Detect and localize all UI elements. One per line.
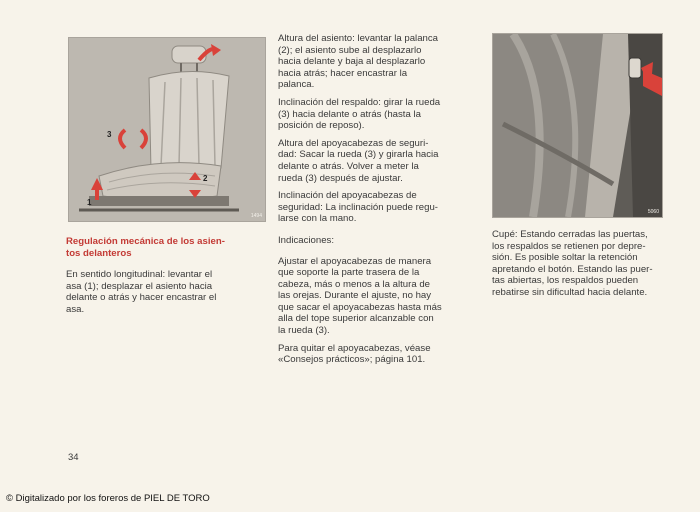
figure-number: 1494 <box>250 213 262 219</box>
backrest-inclination-paragraph: Inclinación del respaldo: girar la rueda (3) hacia delante o atrás (hasta la posición de reposo). <box>278 96 441 132</box>
figure-number: 5060 <box>647 209 659 215</box>
seat-height-paragraph: Altura del asiento: levantar la palanca (2); el asiento sube al desplazarlo hacia delante y baja al desplazarlo hacia atrás; hacer encastrar la palanca. <box>278 33 438 91</box>
scan-credit: © Digitalizado por los foreros de PIEL DE TORO <box>6 493 210 504</box>
section-heading: Regulación mecánica de los asien- tos delanteros <box>66 236 225 259</box>
longitudinal-paragraph: En sentido longitudinal: levantar el asa (1); desplazar el asiento hacia delante o atrás y hacer encastrar el asa. <box>66 269 217 315</box>
headrest-height-paragraph: Altura del apoyacabezas de seguri- dad: Sacar la rueda (3) y girarla hacia delante o atrás. Volver a meter la rueda (3) después de ajustar. <box>278 137 439 184</box>
callout-1: 1 <box>87 198 92 207</box>
backrest-release-figure <box>492 33 663 218</box>
backrest-illustration <box>493 34 662 217</box>
seat-adjustment-figure <box>68 37 266 222</box>
coupe-paragraph: Cupé: Estando cerradas las puertas, los respaldos se retienen por depre- sión. Es posible soltar la retención apretando el botón. Estando las puer- tas abiertas, los respaldos pueden rebatirse sin dificultad hacia delante. <box>492 229 653 298</box>
callout-2: 2 <box>203 174 208 183</box>
left-column <box>66 236 262 322</box>
page-number: 34 <box>68 452 79 463</box>
headrest-adjust-paragraph: Ajustar el apoyacabezas de manera que soporte la parte trasera de la cabeza, más o menos a la altura de las orejas. Durante el ajuste, no hay que sacar el apoyacabezas hasta más alla del tope superior alcanzable con la rueda (3). <box>278 255 442 337</box>
callout-3: 3 <box>107 130 112 139</box>
headrest-remove-paragraph: Para quitar el apoyacabezas, véase «Consejos prácticos»; página 101. <box>278 342 431 366</box>
middle-column <box>278 33 478 372</box>
right-column <box>492 229 692 305</box>
seat-illustration <box>69 38 265 221</box>
indicaciones-label: Indicaciones: <box>278 234 334 246</box>
headrest-inclination-paragraph: Inclinación del apoyacabezas de seguridad: La inclinación puede regu- larse con la mano. <box>278 190 439 225</box>
